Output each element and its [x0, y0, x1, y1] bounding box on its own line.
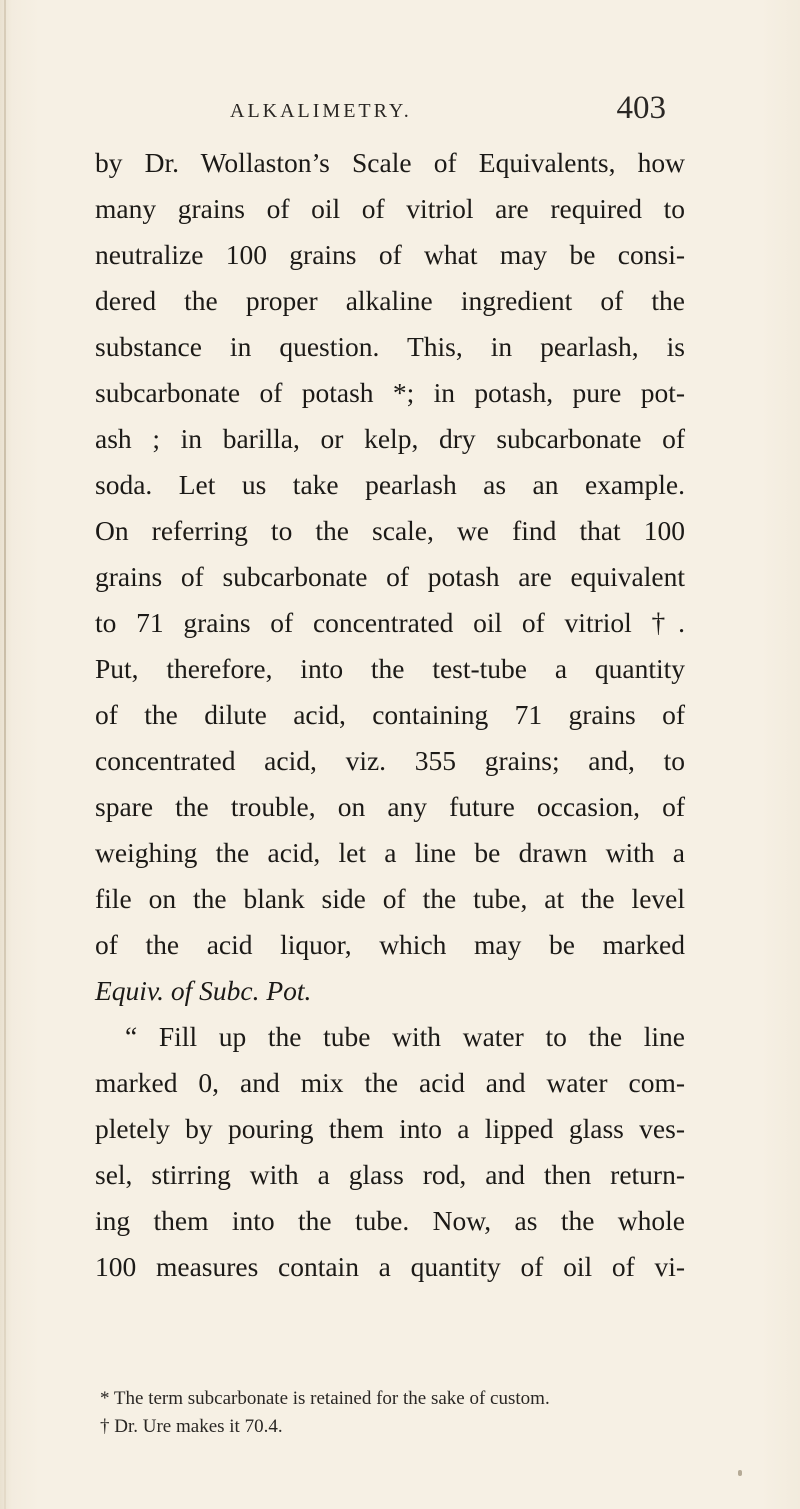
text-line: weighing the acid, let a line be drawn with a [95, 837, 685, 868]
text-line: “ Fill up the tube with water to the line [125, 1021, 685, 1052]
text-line: neutralize 100 grains of what may be consi- [95, 239, 685, 270]
text-line: dered the proper alkaline ingredient of the [95, 285, 685, 316]
text-line: many grains of oil of vitriol are required to [95, 193, 685, 224]
body-text [95, 140, 685, 1290]
text-line: of the acid liquor, which may be marked [95, 929, 685, 960]
text-line: Put, therefore, into the test-tube a quantity [95, 653, 685, 684]
text-line: spare the trouble, on any future occasion, of [95, 791, 685, 822]
text-line: file on the blank side of the tube, at the level [95, 883, 685, 914]
text-line: subcarbonate of potash *; in potash, pure pot- [95, 377, 685, 408]
page-gutter-edge [4, 0, 6, 1509]
text-line: pletely by pouring them into a lipped glass ves- [95, 1113, 685, 1144]
text-line: concentrated acid, viz. 355 grains; and, to [95, 745, 685, 776]
footnote: * The term subcarbonate is retained for the sake of custom. [100, 1388, 550, 1409]
text-line: On referring to the scale, we find that 100 [95, 515, 685, 546]
text-line: by Dr. Wollaston’s Scale of Equivalents, how [95, 147, 685, 178]
text-line: Equiv. of Subc. Pot. [95, 975, 312, 1006]
footnotes [100, 1385, 685, 1441]
text-line: sel, stirring with a glass rod, and then return- [95, 1159, 685, 1190]
text-line: ing them into the tube. Now, as the whole [95, 1205, 685, 1236]
text-line: ash ; in barilla, or kelp, dry subcarbonate of [95, 423, 685, 454]
ink-mark [738, 1470, 742, 1476]
text-line: grains of subcarbonate of potash are equivalent [95, 561, 685, 592]
text-line: of the dilute acid, containing 71 grains of [95, 699, 685, 730]
text-line: soda. Let us take pearlash as an example. [95, 469, 685, 500]
running-head: ALKALIMETRY. [230, 100, 412, 122]
text-line: to 71 grains of concentrated oil of vitriol †. [95, 607, 685, 638]
text-line: substance in question. This, in pearlash, is [95, 331, 685, 362]
text-line: 100 measures contain a quantity of oil of vi- [95, 1251, 685, 1282]
page-number: 403 [616, 90, 666, 126]
text-line: marked 0, and mix the acid and water com- [95, 1067, 685, 1098]
footnote: † Dr. Ure makes it 70.4. [100, 1416, 283, 1437]
page-header [230, 90, 666, 130]
